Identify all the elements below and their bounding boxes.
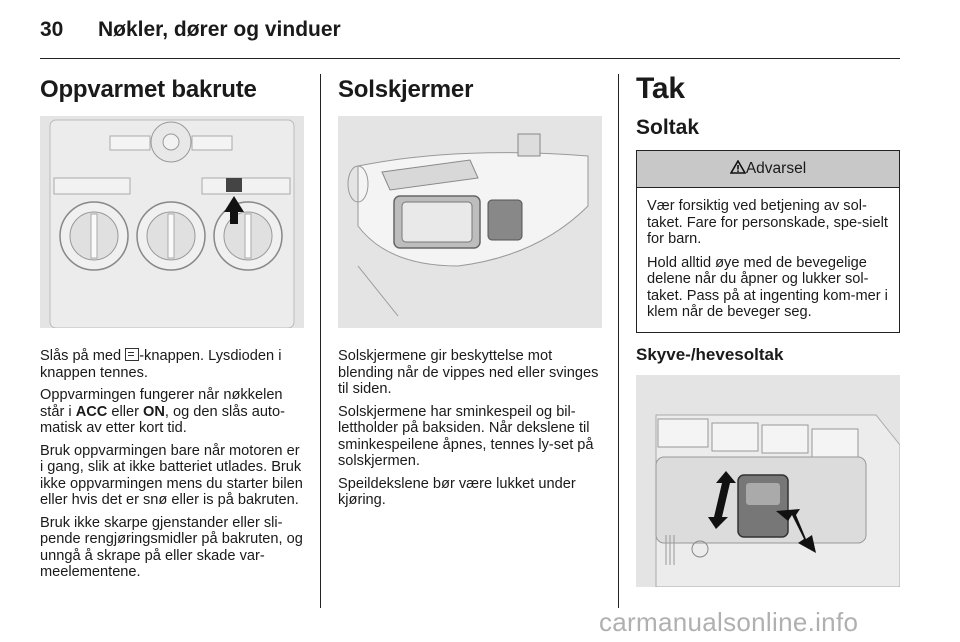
paragraph-care: Bruk ikke skarpe gjenstander eller sli-pende rengjøringsmidler på bakruten, og unngå å skrape på eller skade var-meelementene. xyxy=(40,514,303,580)
section-heading: Tak xyxy=(636,72,685,105)
paragraph-covers: Speildekslene bør være lukket under kjøring. xyxy=(338,475,576,508)
column-roof xyxy=(636,74,900,587)
sunroof-heading: Soltak xyxy=(636,116,700,139)
warning-header xyxy=(637,151,899,188)
header-rule xyxy=(40,58,900,59)
column-divider-2 xyxy=(618,74,619,608)
warning-triangle-icon xyxy=(730,152,746,166)
column-sun-visors xyxy=(338,74,602,515)
section-heading: Oppvarmet bakrute xyxy=(40,76,257,103)
heated-rear-window-icon xyxy=(125,348,139,361)
watermark: carmanualsonline.info xyxy=(599,607,859,637)
warning-paragraph-2: Hold alltid øye med de bevegelige delene når du åpner og lukker sol-taket. Pass på at ingenting kom-mer i klem når de beveger seg. xyxy=(647,254,888,320)
paragraph-operation: Oppvarmingen fungerer når nøkkelen står i ACC eller ON, og den slås auto-matisk av etter kort tid. xyxy=(40,387,285,436)
paragraph-switch-on: Slås på med -knappen. Lysdioden i knappen tennes. xyxy=(40,348,282,381)
heater-panel-illustration xyxy=(40,116,304,328)
warning-box xyxy=(636,150,900,333)
paragraph-engine-running: Bruk oppvarmingen bare når motoren er i gang, slik at ikke batteriet utlades. Bruk ikke oppvarmingen mens du starter bilen eller hvis det er snø eller is på bakruten. xyxy=(40,442,303,508)
paragraph-mirror: Solskjermene har sminkespeil og bil-lettholder på baksiden. Når dekslene til sminkespeilene åpnes, tennes ly-set på solskjermen. xyxy=(338,403,594,469)
column-heated-rear-window xyxy=(40,74,304,587)
warning-body xyxy=(637,188,899,332)
sunroof-switch-illustration xyxy=(636,375,900,587)
paragraph-protection: Solskjermene gir beskyttelse mot blending når de vippes ned eller svinges til siden. xyxy=(338,348,599,397)
chapter-title: Nøkler, dører og vinduer xyxy=(98,18,341,41)
sun-visor-illustration xyxy=(338,116,602,328)
heater-panel-figure xyxy=(40,116,304,328)
warning-paragraph-1: Vær forsiktig ved betjening av sol-taket. Fare for personskade, spe-sielt for barn. xyxy=(647,198,888,247)
slide-tilt-sunroof-heading: Skyve-/hevesoltak xyxy=(636,344,784,364)
page-number: 30 xyxy=(40,18,64,41)
column-divider-1 xyxy=(320,74,321,608)
sunroof-switch-figure xyxy=(636,375,900,587)
section-heading: Solskjermer xyxy=(338,76,474,103)
sun-visor-figure xyxy=(338,116,602,328)
warning-title: Advarsel xyxy=(745,160,807,177)
